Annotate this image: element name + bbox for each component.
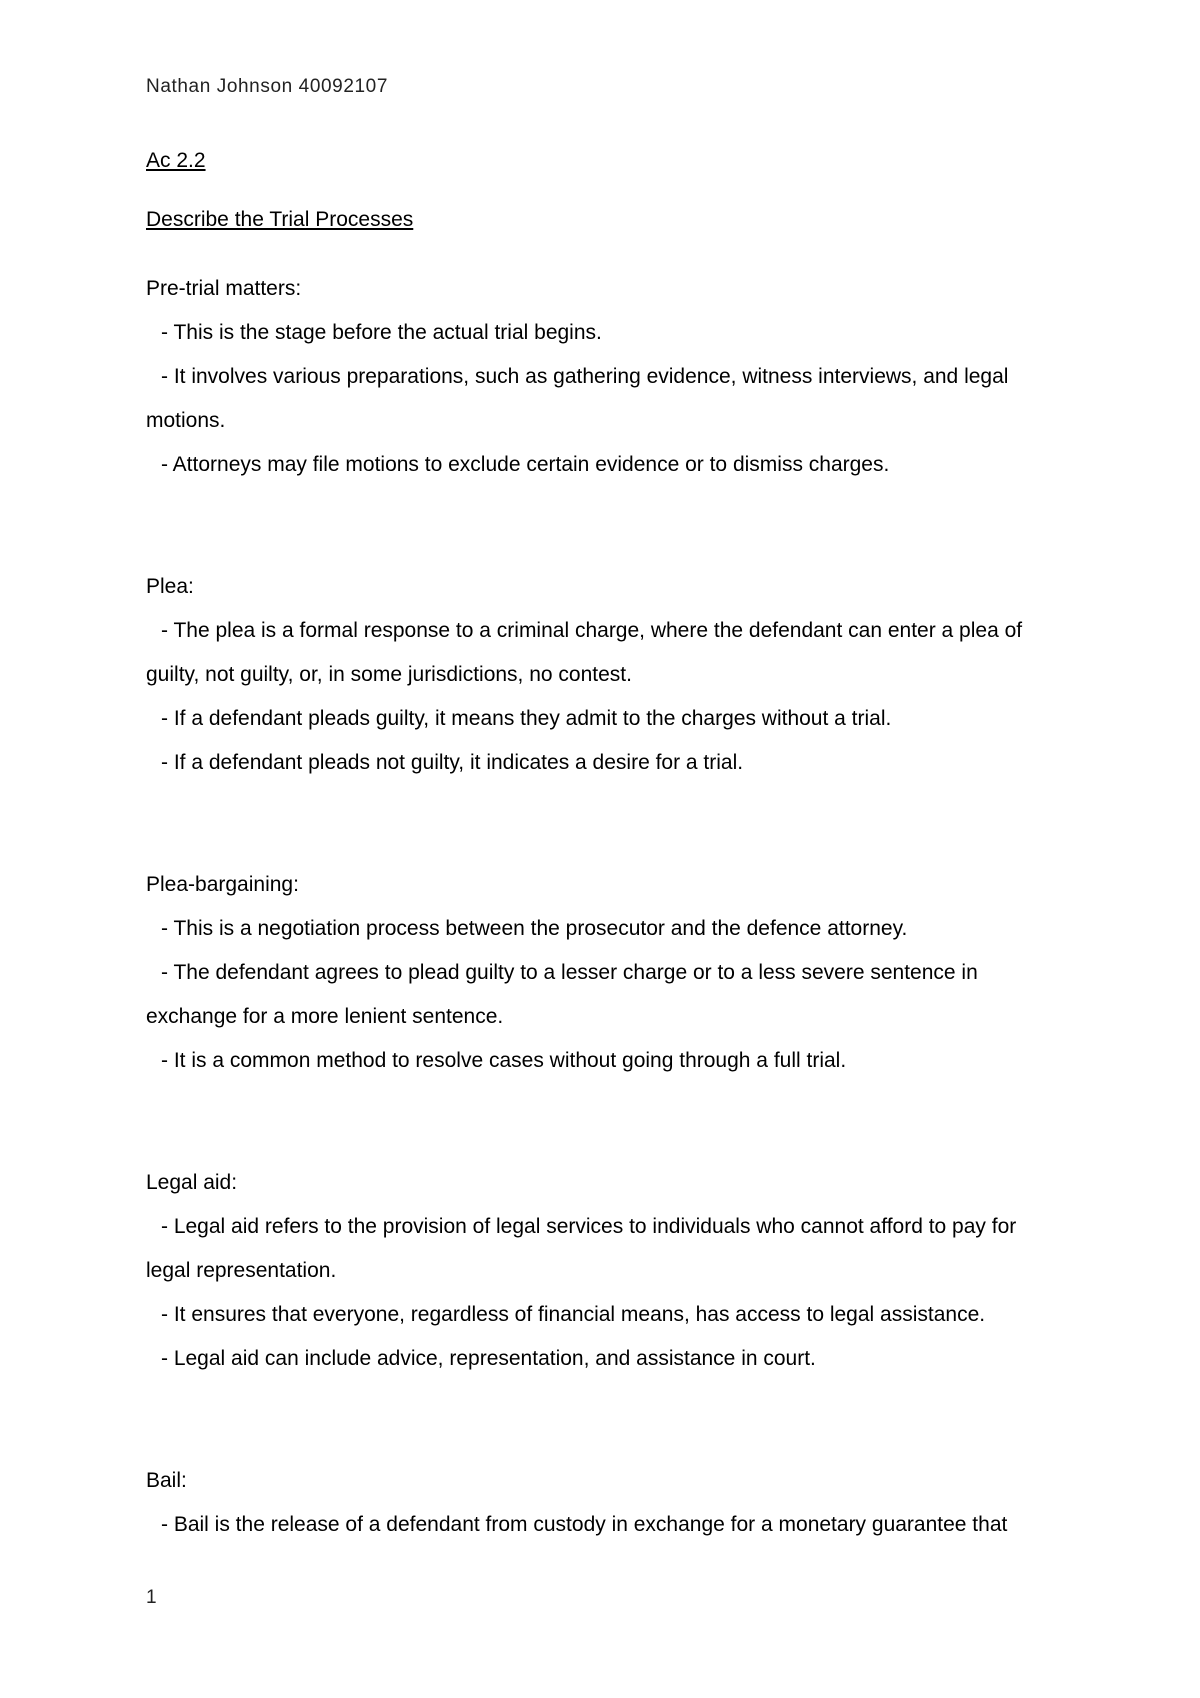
bullet-item: - Legal aid can include advice, representation, and assistance in court. (161, 1347, 816, 1370)
page-header-author: Nathan Johnson 40092107 (146, 76, 388, 97)
bullet-item: - This is a negotiation process between the prosecutor and the defence attorney. (161, 917, 908, 940)
section-plea-bargaining (146, 863, 1066, 1083)
section-heading: Legal aid: (146, 1171, 238, 1194)
page-number: 1 (146, 1587, 157, 1608)
bullet-list (146, 609, 1066, 785)
bullet-item: - The plea is a formal response to a criminal charge, where the defendant can enter a plea of guilty, not guilty, or, in some jurisdictions, no contest. (146, 619, 1023, 686)
document-title: Describe the Trial Processes (146, 208, 414, 231)
section-plea (146, 565, 1066, 785)
section-bail (146, 1459, 1066, 1547)
bullet-item: - Legal aid refers to the provision of legal services to individuals who cannot afford to pay for legal representation. (146, 1215, 1017, 1282)
bullet-list (146, 907, 1066, 1083)
bullet-list (146, 1503, 1066, 1547)
section-heading: Bail: (146, 1469, 187, 1492)
bullet-item: - It is a common method to resolve cases without going through a full trial. (161, 1049, 847, 1072)
bullet-item: - Attorneys may file motions to exclude certain evidence or to dismiss charges. (161, 453, 890, 476)
bullet-item: - The defendant agrees to plead guilty to a lesser charge or to a less severe sentence in exchange for a more lenient sentence. (146, 961, 978, 1028)
bullet-item: - It involves various preparations, such as gathering evidence, witness interviews, and legal motions. (146, 365, 1009, 432)
bullet-list (146, 311, 1066, 487)
section-heading: Plea-bargaining: (146, 873, 299, 896)
document-code: Ac 2.2 (146, 149, 206, 172)
bullet-item: - It ensures that everyone, regardless of financial means, has access to legal assistance. (161, 1303, 986, 1326)
section-legal-aid (146, 1161, 1066, 1381)
bullet-list (146, 1205, 1066, 1381)
bullet-item: - If a defendant pleads not guilty, it indicates a desire for a trial. (161, 751, 744, 774)
section-heading: Plea: (146, 575, 194, 598)
document-body (146, 147, 1066, 1547)
bullet-item: - This is the stage before the actual trial begins. (161, 321, 602, 344)
section-heading: Pre-trial matters: (146, 277, 302, 300)
bullet-item: - Bail is the release of a defendant from custody in exchange for a monetary guarantee that (161, 1513, 1008, 1536)
bullet-item: - If a defendant pleads guilty, it means they admit to the charges without a trial. (161, 707, 892, 730)
section-pre-trial (146, 267, 1066, 487)
